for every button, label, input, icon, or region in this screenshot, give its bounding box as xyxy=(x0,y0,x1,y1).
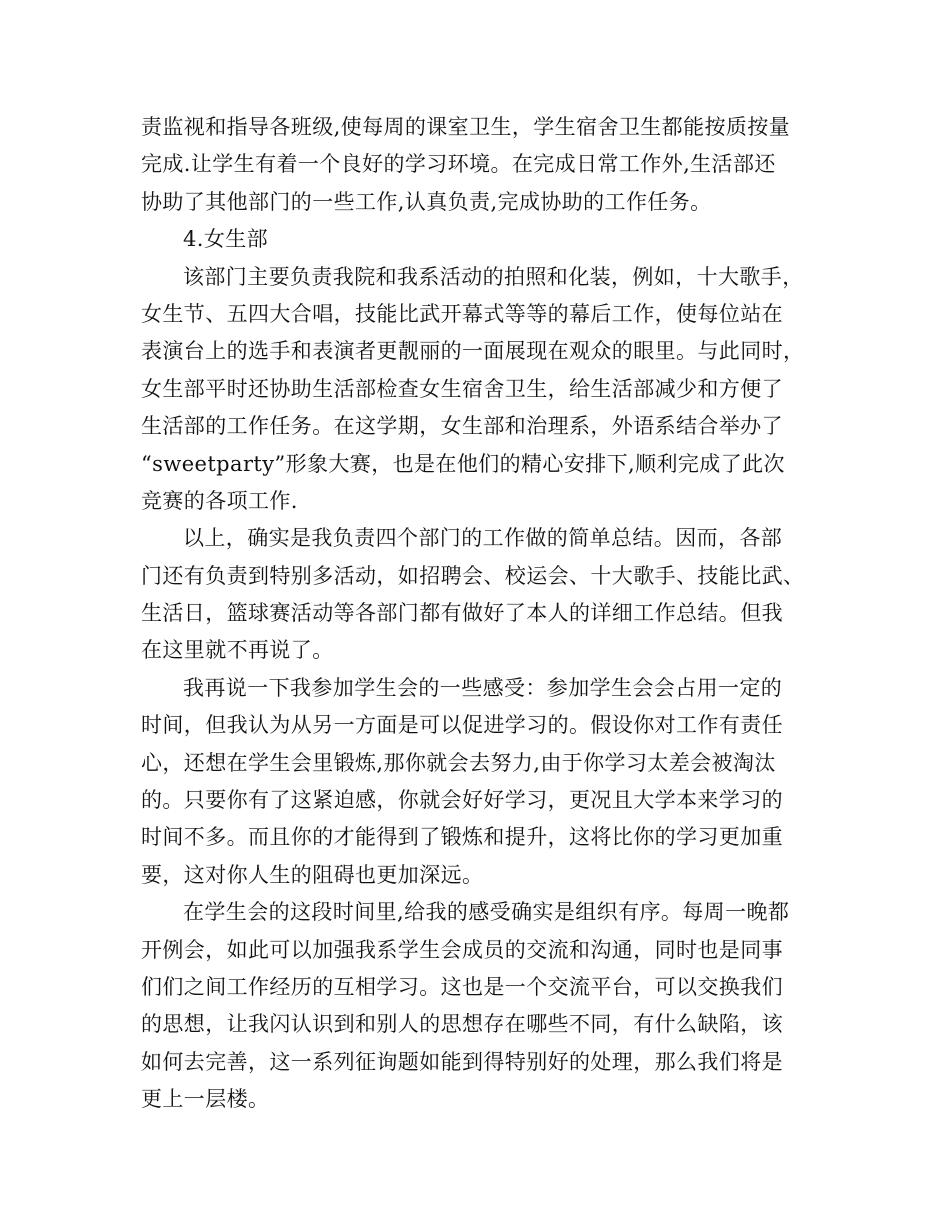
text-line: 生活日，篮球赛活动等各部门都有做好了本人的详细工作总结。但我 xyxy=(141,601,783,626)
text-line: 以上，确实是我负责四个部门的工作做的简单总结。因而，各部 xyxy=(183,526,783,551)
text-line: 如何去完善，这一系列征询题如能到得特别好的处理，那么我们将是 xyxy=(141,1049,783,1074)
text-line: “sweetparty”形象大赛，也是在他们的精心安排下,顺利完成了此次 xyxy=(141,451,785,476)
text-line: 们们之间工作经历的互相学习。这也是一个交流平台，可以交换我们 xyxy=(141,974,783,999)
section-heading: 4.女生部 xyxy=(183,227,269,252)
text-line: 女生节、五四大合唱，技能比武开幕式等等的幕后工作，使每位站在 xyxy=(141,301,783,326)
body-text xyxy=(141,109,831,1119)
text-line: 时间，但我认为从另一方面是可以促进学习的。假设你对工作有责任 xyxy=(141,713,783,738)
text-line: 我再说一下我参加学生会的一些感受：参加学生会会占用一定的 xyxy=(183,675,783,700)
text-line: 表演台上的选手和表演者更靓丽的一面展现在观众的眼里。与此同时， xyxy=(141,339,805,364)
text-line: 要，这对你人生的阻碍也更加深远。 xyxy=(141,862,484,887)
text-line: 在这里就不再说了。 xyxy=(141,638,334,663)
text-line: 竞赛的各项工作. xyxy=(141,488,298,513)
text-line: 完成.让学生有着一个良好的学习环境。在完成日常工作外,生活部还 xyxy=(141,152,776,177)
text-line: 在学生会的这段时间里,给我的感受确实是组织有序。每周一晚都 xyxy=(183,900,790,925)
text-line: 责监视和指导各班级,使每周的课室卫生，学生宿舍卫生都能按质按量 xyxy=(141,115,791,139)
text-line: 生活部的工作任务。在这学期，女生部和治理系，外语系结合举办了 xyxy=(141,414,783,439)
text-line: 的思想，让我闪认识到和别人的思想存在哪些不同，有什么缺陷，该 xyxy=(141,1012,783,1037)
text-line: 协助了其他部门的一些工作,认真负责,完成协助的工作任务。 xyxy=(141,189,712,214)
text-line: 的。只要你有了这紧迫感，你就会好好学习，更况且大学本来学习的 xyxy=(141,788,783,813)
text-line: 门还有负责到特别多活动，如招聘会、校运会、十大歌手、技能比武、 xyxy=(141,563,805,588)
text-line: 时间不多。而且你的才能得到了锻炼和提升，这将比你的学习更加重 xyxy=(141,825,783,850)
text-line: 开例会，如此可以加强我系学生会成员的交流和沟通，同时也是同事 xyxy=(141,937,783,962)
text-line: 女生部平时还协助生活部检查女生宿舍卫生，给生活部减少和方便了 xyxy=(141,376,783,401)
text-line: 心，还想在学生会里锻炼,那你就会去努力,由于你学习太差会被淘汰 xyxy=(141,750,776,775)
text-line: 更上一层楼。 xyxy=(141,1087,270,1112)
text-line: 该部门主要负责我院和我系活动的拍照和化装，例如，十大歌手， xyxy=(183,264,804,289)
